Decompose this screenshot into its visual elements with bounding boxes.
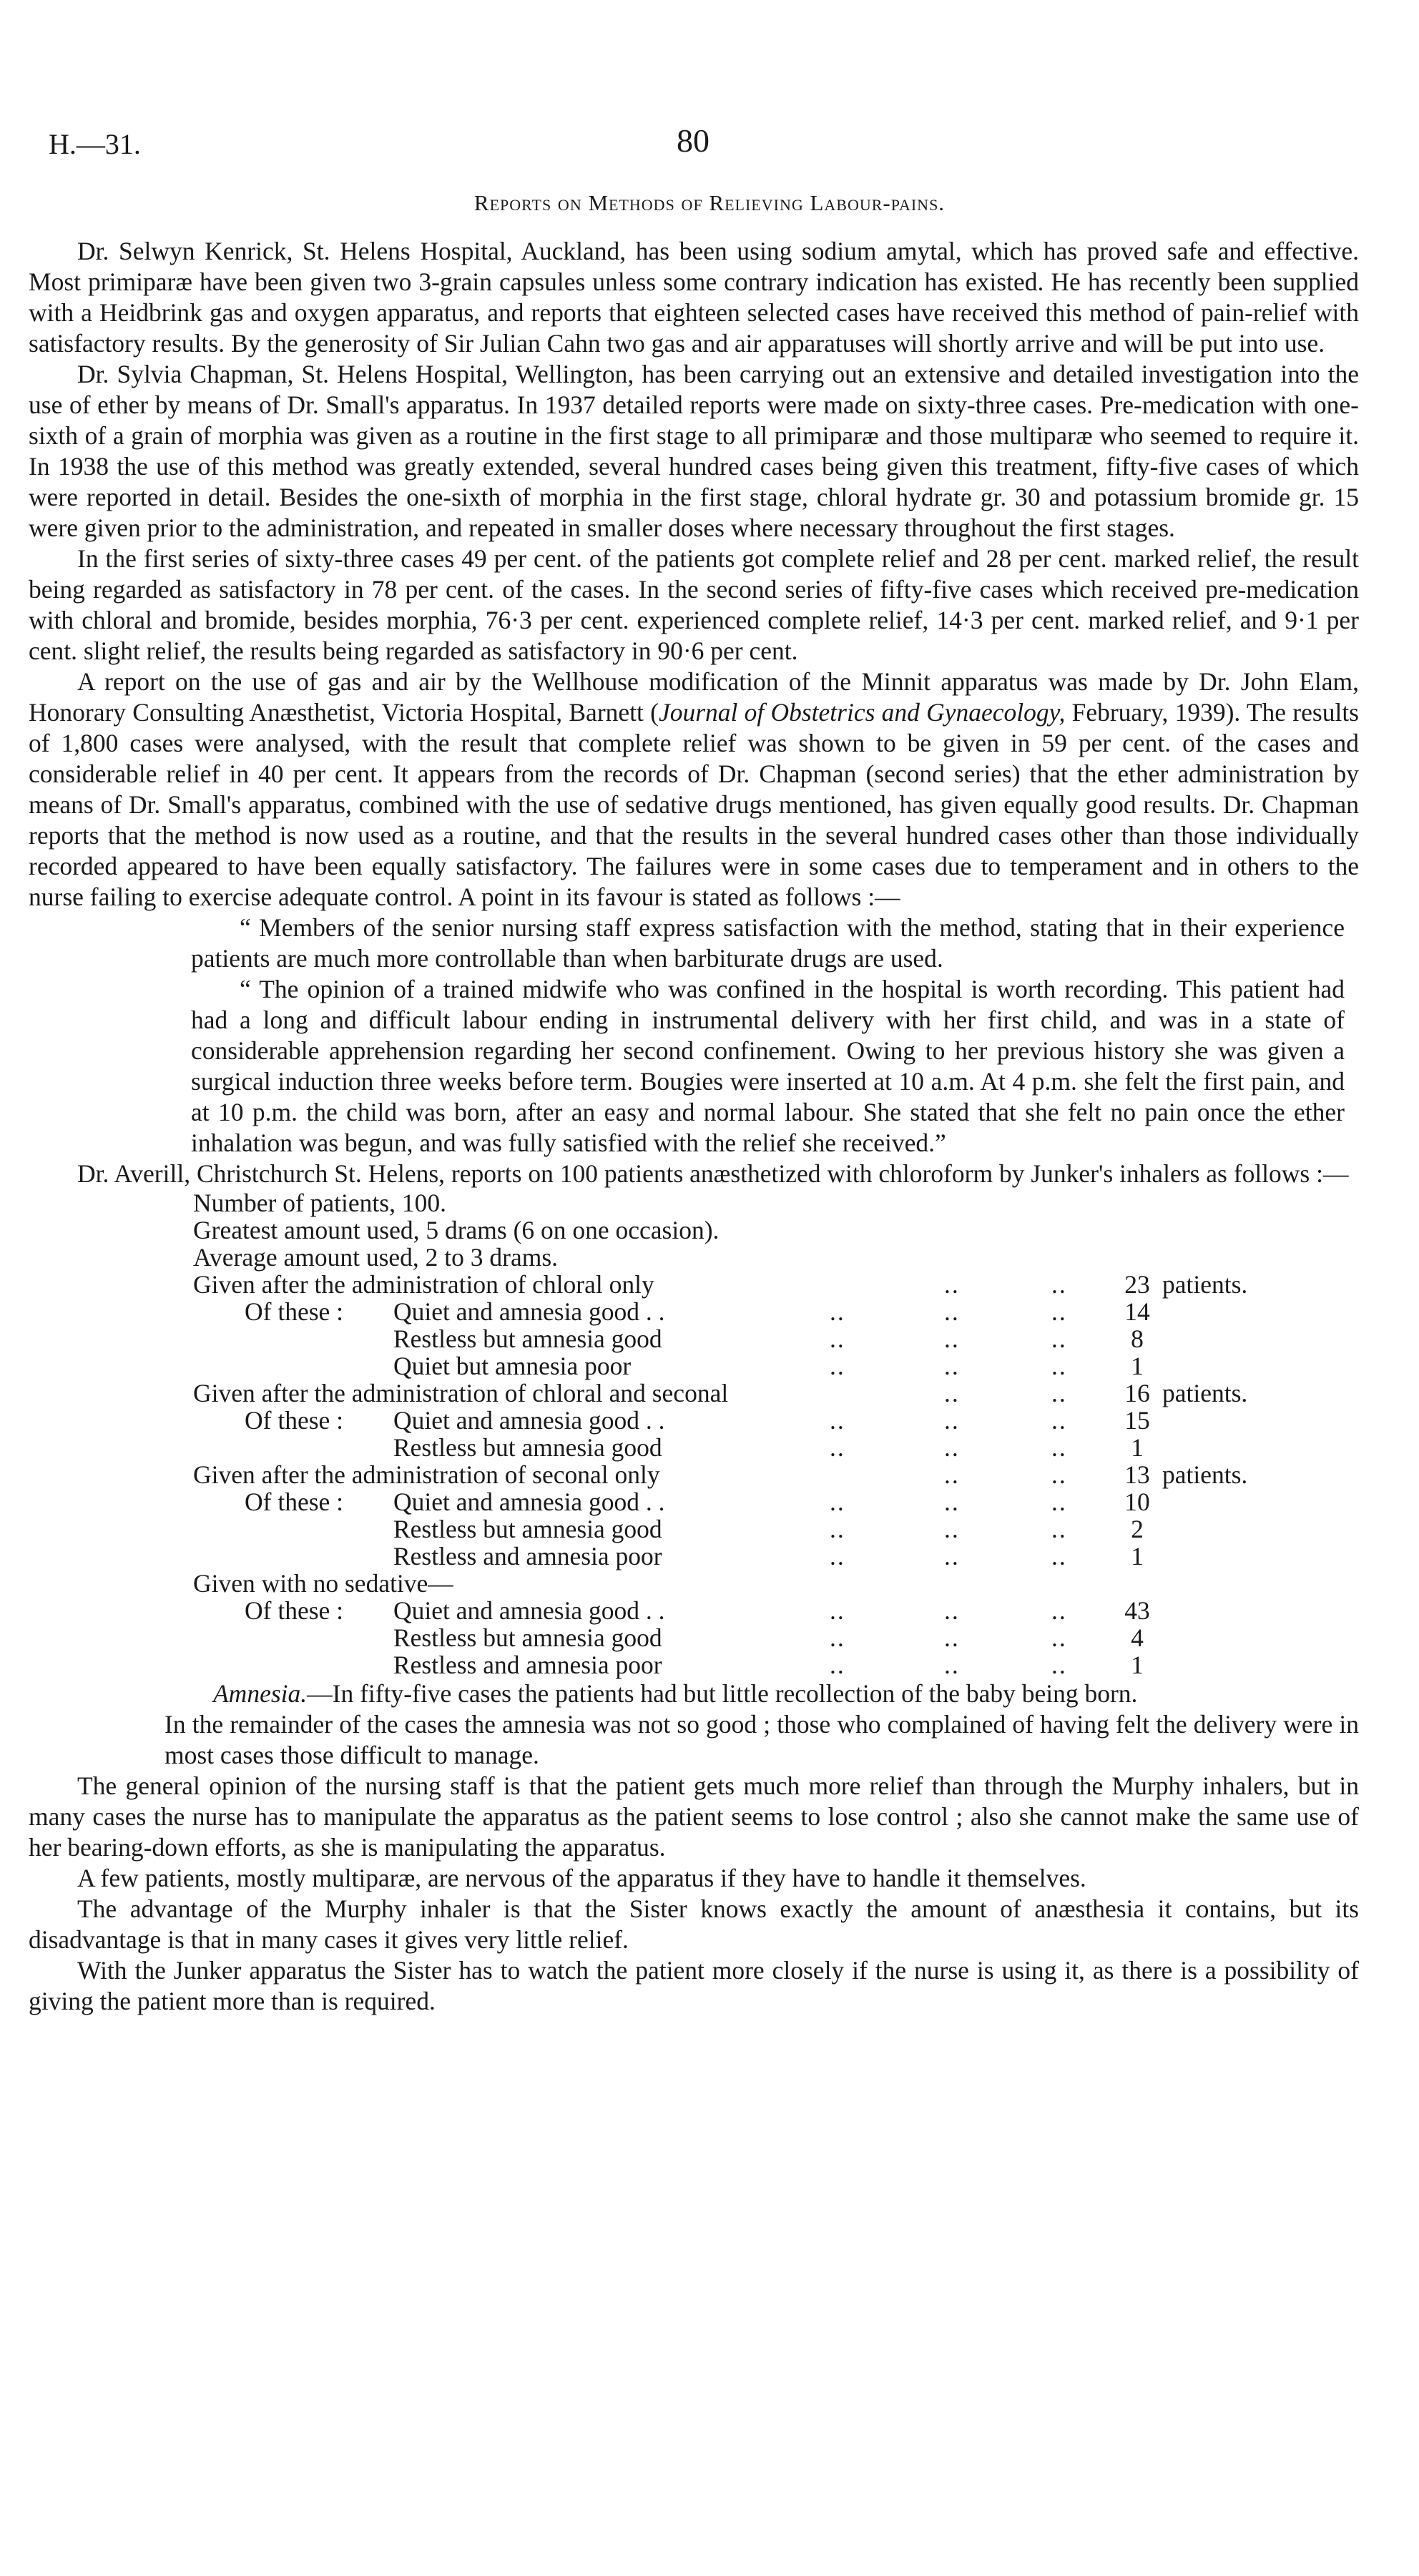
outcome-count: 8 — [1131, 1324, 1144, 1353]
leader-dots: .. — [830, 1623, 845, 1652]
leader-dots: .. — [944, 1433, 960, 1462]
table-row — [193, 1407, 1359, 1434]
group-total: 23 — [1124, 1270, 1150, 1299]
leader-dots: .. — [830, 1651, 845, 1679]
group-total: 13 — [1124, 1460, 1150, 1489]
stat-row — [193, 1189, 1359, 1216]
leader-dots: .. — [944, 1542, 960, 1570]
paragraph-murphy: The advantage of the Murphy inhaler is that the Sister knows exactly the amount of anæsthesia it contains, but its disadvantage is that in many cases it gives very little relief. — [29, 1894, 1359, 1954]
of-these-label: Of these : — [245, 1488, 344, 1516]
leader-dots: .. — [830, 1406, 845, 1435]
group-label: Given after the administration of chloral only — [193, 1270, 654, 1299]
group-label: Given after the administration of seconal only — [193, 1460, 660, 1489]
group-header-row — [193, 1380, 1359, 1407]
leader-dots: .. — [944, 1623, 960, 1652]
stat-average-amount: Average amount used, 2 to 3 drams. — [193, 1243, 559, 1272]
outcome-count: 1 — [1131, 1352, 1144, 1380]
leader-dots: .. — [944, 1515, 960, 1543]
quotation-block — [191, 913, 1345, 1159]
table-row — [193, 1624, 1359, 1651]
leader-dots: .. — [1051, 1623, 1067, 1652]
of-these-label: Of these : — [245, 1596, 344, 1625]
stat-row — [193, 1244, 1359, 1271]
leader-dots: .. — [830, 1324, 845, 1353]
outcome-label: Quiet and amnesia good . . — [393, 1488, 665, 1516]
leader-dots: .. — [944, 1379, 960, 1407]
outcome-count: 1 — [1131, 1651, 1144, 1679]
outcome-count: 2 — [1131, 1515, 1144, 1543]
outcome-count: 15 — [1124, 1406, 1150, 1435]
leader-dots: .. — [1051, 1515, 1067, 1543]
leader-dots: .. — [830, 1515, 845, 1543]
leader-dots: .. — [944, 1324, 960, 1353]
outcome-label: Quiet but amnesia poor — [393, 1352, 632, 1380]
leader-dots: .. — [1051, 1297, 1067, 1326]
outcome-label: Restless and amnesia poor — [393, 1542, 662, 1570]
outcome-count: 4 — [1131, 1623, 1144, 1652]
amnesia-label: Amnesia. — [213, 1679, 308, 1708]
outcome-label: Restless but amnesia good — [393, 1623, 662, 1652]
table-row — [193, 1515, 1359, 1543]
quote-midwife: “ The opinion of a trained midwife who was confined in the hospital is worth recording. This patient had had a long and difficult labour ending in instrumental delivery with her first child, and was in a state of considerable apprehension regarding her second confinement. Owing to her previous history she was given a surgical induction three weeks before term. Bougies were inserted at 10 a.m. At 4 p.m. she felt the first pain, and at 10 p.m. the child was born, after an easy and normal labour. She stated that she felt no pain once the ether inhalation was begun, and was fully satisfied with the relief she received.” — [191, 975, 1345, 1157]
group-label: Given after the administration of chloral and seconal — [193, 1379, 729, 1407]
leader-dots: .. — [944, 1406, 960, 1435]
table-row — [193, 1352, 1359, 1380]
outcome-count: 1 — [1131, 1542, 1144, 1570]
outcome-label: Quiet and amnesia good . . — [393, 1596, 665, 1625]
leader-dots: .. — [830, 1352, 845, 1380]
table-row — [193, 1434, 1359, 1461]
group-header-row — [193, 1461, 1359, 1488]
unit-label: patients. — [1162, 1460, 1248, 1489]
leader-dots: .. — [1051, 1596, 1067, 1625]
paragraph-elam-part1: A report on the use of gas and air by the Wellhouse modification of the Minnit apparatus was made by Dr. John Elam, Honorary Consulting Anæsthetist, Victoria Hospital, Barnett ( — [29, 667, 1359, 727]
table-row — [193, 1298, 1359, 1325]
leader-dots: .. — [944, 1596, 960, 1625]
leader-dots: .. — [830, 1433, 845, 1462]
group-label: Given with no sedative— — [193, 1569, 453, 1598]
document-reference: H.—31. — [49, 128, 141, 160]
leader-dots: .. — [830, 1596, 845, 1625]
leader-dots: .. — [1051, 1488, 1067, 1516]
leader-dots: .. — [1051, 1352, 1067, 1380]
leader-dots: .. — [944, 1297, 960, 1326]
leader-dots: .. — [1051, 1379, 1067, 1407]
outcome-label: Restless but amnesia good — [393, 1433, 662, 1462]
stat-row — [193, 1216, 1359, 1244]
leader-dots: .. — [944, 1460, 960, 1489]
leader-dots: .. — [830, 1297, 845, 1326]
section-title: Reports on Methods of Relieving Labour-pains. — [473, 190, 946, 215]
leader-dots: .. — [1051, 1460, 1067, 1489]
stat-greatest-amount: Greatest amount used, 5 drams (6 on one occasion). — [193, 1216, 720, 1244]
table-row — [193, 1488, 1359, 1515]
unit-label: patients. — [1162, 1270, 1248, 1299]
leader-dots: .. — [830, 1542, 845, 1570]
paragraph-chapman: Dr. Sylvia Chapman, St. Helens Hospital, Wellington, has been carrying out an extensive and detailed investigation into the use of ether by means of Dr. Small's apparatus. In 1937 detailed reports were made on sixty-three cases. Pre-medication with one-sixth of a grain of morphia was given as a routine in the first stage to all primiparæ and those multiparæ who seemed to require it. In 1938 the use of this method was greatly extended, several hundred cases being given this treatment, fifty-five cases of which were reported in detail. Besides the one-sixth of morphia in the first stage, chloral hydrate gr. 30 and potassium bromide gr. 15 were given prior to the administration, and repeated in smaller doses where necessary throughout the first stages. — [29, 360, 1359, 542]
journal-citation: Journal of Obstetrics and Gynaecology, — [658, 698, 1066, 727]
page-number: 80 — [677, 122, 710, 159]
results-table — [193, 1271, 1359, 1678]
leader-dots: .. — [944, 1488, 960, 1516]
leader-dots: .. — [1051, 1542, 1067, 1570]
leader-dots: .. — [830, 1488, 845, 1516]
outcome-label: Restless but amnesia good — [393, 1515, 662, 1543]
leader-dots: .. — [1051, 1324, 1067, 1353]
table-row — [193, 1543, 1359, 1570]
leader-dots: .. — [944, 1352, 960, 1380]
paragraph-multiparae: A few patients, mostly multiparæ, are nervous of the apparatus if they have to handle it themselves. — [77, 1864, 1086, 1892]
paragraph-averill: Dr. Averill, Christchurch St. Helens, reports on 100 patients anæsthetized with chloroform by Junker's inhalers as follows :— — [77, 1159, 1349, 1188]
leader-dots: .. — [1051, 1406, 1067, 1435]
paragraph-results: In the first series of sixty-three cases 49 per cent. of the patients got complete relief and 28 per cent. marked relief, the result being regarded as satisfactory in 78 per cent. of the cases. In the second series of fifty-five cases which received pre-medication with chloral and bromide, besides morphia, 76·3 per cent. experienced complete relief, 14·3 per cent. marked relief, and 9·1 per cent. slight relief, the results being regarded as satisfactory in 90·6 per cent. — [29, 544, 1359, 665]
junker-statistics — [193, 1189, 1359, 1678]
leader-dots: .. — [1051, 1270, 1067, 1299]
of-these-label: Of these : — [245, 1406, 344, 1435]
paragraph-elam — [29, 667, 1359, 913]
group-total: 16 — [1124, 1379, 1150, 1407]
leader-dots: .. — [944, 1270, 960, 1299]
outcome-label: Restless and amnesia poor — [393, 1651, 662, 1679]
amnesia-first-line — [165, 1678, 1359, 1709]
table-row — [193, 1325, 1359, 1352]
paragraph-elam-part2: February, 1939). The results of 1,800 cases were analysed, with the result that complete relief was shown to be given in 59 per cent. of the cases and considerable relief in 40 per cent. It appears from the records of Dr. Chapman (second series) that the ether administration by means of Dr. Small's apparatus, combined with the use of sedative drugs mentioned, has given equally good results. Dr. Chapman reports that the method is now used as a routine, and that the results in the several hundred cases other than those individually recorded appeared to have been equally satisfactory. The failures were in some cases due to temperament and in others to the nurse failing to exercise adequate control. A point in its favour is stated as follows :— — [29, 698, 1359, 911]
amnesia-note — [165, 1678, 1359, 1771]
leader-dots: .. — [944, 1651, 960, 1679]
outcome-label: Quiet and amnesia good . . — [393, 1297, 665, 1326]
table-row — [193, 1597, 1359, 1624]
of-these-label: Of these : — [245, 1297, 344, 1326]
stat-number-patients: Number of patients, 100. — [193, 1189, 446, 1217]
paragraph-junker: With the Junker apparatus the Sister has to watch the patient more closely if the nurse is using it, as there is a possibility of giving the patient more than is required. — [29, 1956, 1359, 2015]
unit-label: patients. — [1162, 1379, 1248, 1407]
group-header-row — [193, 1570, 1359, 1597]
paragraph-kenrick: Dr. Selwyn Kenrick, St. Helens Hospital, Auckland, has been using sodium amytal, which has proved safe and effective. Most primiparæ have been given two 3-grain capsules unless some contrary indication has existed. He has recently been supplied with a Heidbrink gas and oxygen apparatus, and reports that eighteen selected cases have received this method of pain-relief with satisfactory results. By the generosity of Sir Julian Cahn two gas and air apparatuses will shortly arrive and will be put into use. — [29, 237, 1359, 358]
outcome-count: 10 — [1124, 1488, 1150, 1516]
outcome-count: 1 — [1131, 1433, 1144, 1462]
amnesia-text1: —In fifty-five cases the patients had but little recollection of the baby being born. — [307, 1679, 1138, 1708]
outcome-count: 14 — [1124, 1297, 1150, 1326]
table-row — [193, 1651, 1359, 1678]
outcome-label: Restless but amnesia good — [393, 1324, 662, 1353]
quote-nursing-staff: “ Members of the senior nursing staff express satisfaction with the method, stating that in their experience patients are much more controllable than when barbiturate drugs are used. — [191, 913, 1345, 973]
paragraph-nursing-opinion: The general opinion of the nursing staff is that the patient gets much more relief than through the Murphy inhalers, but in many cases the nurse has to manipulate the apparatus as the patient seems to lose control ; also she cannot make the same use of her bearing-down efforts, as she is manipulating the apparatus. — [29, 1771, 1359, 1862]
group-header-row — [193, 1271, 1359, 1298]
outcome-label: Quiet and amnesia good . . — [393, 1406, 665, 1435]
leader-dots: .. — [1051, 1651, 1067, 1679]
document-body — [29, 236, 1359, 2017]
amnesia-text2: In the remainder of the cases the amnesia was not so good ; those who complained of having felt the delivery were in most cases those difficult to manage. — [165, 1710, 1359, 1769]
leader-dots: .. — [1051, 1433, 1067, 1462]
outcome-count: 43 — [1124, 1596, 1150, 1625]
